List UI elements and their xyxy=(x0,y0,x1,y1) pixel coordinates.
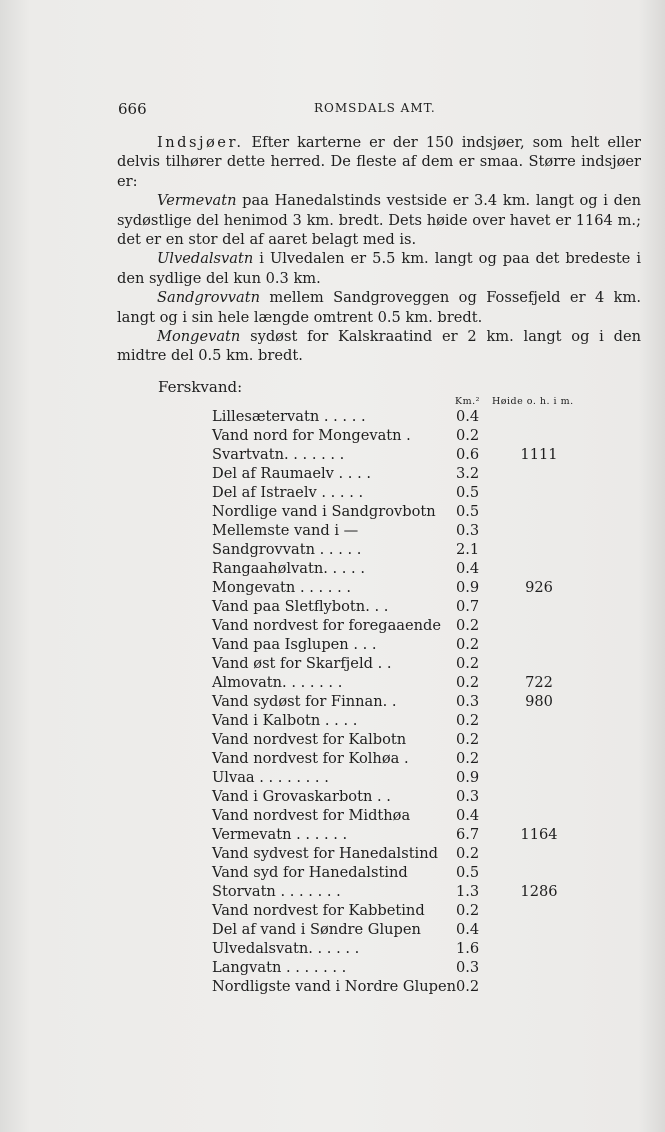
page-header xyxy=(118,100,643,120)
table-row xyxy=(212,787,612,806)
table-row xyxy=(212,654,612,673)
area-cell: 0.2 xyxy=(456,427,480,444)
lake-name-cell: Vand nordvest for Kolhøa . xyxy=(212,750,409,767)
lake-name-cell: Nordligste vand i Nordre Glupen xyxy=(212,978,457,995)
area-cell: 0.2 xyxy=(456,731,480,748)
lake-name: Mongevatn xyxy=(157,328,241,346)
lake-name-cell: Ulvedalsvatn. . . . . . xyxy=(212,940,360,957)
area-cell: 0.5 xyxy=(456,484,480,501)
lake-description: i Ulvedalen er 5.5 km. langt og paa det bredeste i den sydlige del kun 0.3 km. xyxy=(117,250,641,287)
table-row xyxy=(212,901,612,920)
area-cell: 0.2 xyxy=(456,636,480,653)
lake-paragraph xyxy=(117,288,641,327)
area-cell: 0.3 xyxy=(456,522,480,539)
area-cell: 0.2 xyxy=(456,674,480,691)
table-row xyxy=(212,616,612,635)
table-row xyxy=(212,578,612,597)
area-cell: 0.4 xyxy=(456,560,480,577)
area-cell: 0.5 xyxy=(456,864,480,881)
lake-paragraph xyxy=(117,249,641,288)
area-cell: 0.2 xyxy=(456,978,480,995)
lake-name-cell: Vand nordvest for Midthøa xyxy=(212,807,411,824)
body-text xyxy=(117,133,641,366)
lake-name-cell: Vermevatn . . . . . . xyxy=(212,826,348,843)
area-cell: 0.4 xyxy=(456,921,480,938)
table-row xyxy=(212,806,612,825)
lake-name: Vermevatn xyxy=(157,192,237,210)
height-cell: 1286 xyxy=(520,883,558,900)
lake-name-cell: Lillesætervatn . . . . . xyxy=(212,408,366,425)
table-row xyxy=(212,920,612,939)
area-cell: 0.2 xyxy=(456,845,480,862)
intro-paragraph xyxy=(117,133,641,191)
lake-name-cell: Svartvatn. . . . . . . xyxy=(212,446,345,463)
table-row xyxy=(212,673,612,692)
lake-name-cell: Del af Istraelv . . . . . xyxy=(212,484,364,501)
column-header-area: Km.² xyxy=(455,396,480,407)
table-row xyxy=(212,502,612,521)
area-cell: 0.3 xyxy=(456,788,480,805)
lake-name-cell: Del af vand i Søndre Glupen xyxy=(212,921,421,938)
table-row xyxy=(212,521,612,540)
lake-name-cell: Rangaahølvatn. . . . . xyxy=(212,560,365,577)
table-row xyxy=(212,407,612,426)
table-row xyxy=(212,711,612,730)
table-row xyxy=(212,768,612,787)
intro-text: Efter karterne er der 150 indsjøer, som helt eller delvis tilhører dette herred. De fleste af dem er smaa. Større indsjøer er: xyxy=(117,134,641,190)
lake-name: Sandgrovvatn xyxy=(157,289,260,307)
area-cell: 3.2 xyxy=(456,465,480,482)
lake-name-cell: Vand i Kalbotn . . . . xyxy=(212,712,358,729)
lake-name-cell: Mellemste vand i — xyxy=(212,522,359,539)
lake-name-cell: Vand nordvest for Kalbotn xyxy=(212,731,407,748)
area-cell: 2.1 xyxy=(456,541,480,558)
lake-name-cell: Vand sydvest for Hanedalstind xyxy=(212,845,438,862)
table-row xyxy=(212,559,612,578)
table-row xyxy=(212,635,612,654)
area-cell: 0.6 xyxy=(456,446,480,463)
height-cell: 926 xyxy=(525,579,553,596)
table-row xyxy=(212,863,612,882)
height-cell: 980 xyxy=(525,693,553,710)
area-cell: 0.4 xyxy=(456,807,480,824)
table-row xyxy=(212,825,612,844)
lake-name-cell: Vand nordvest for foregaaende xyxy=(212,617,442,634)
lake-name-cell: Storvatn . . . . . . . xyxy=(212,883,341,900)
lake-name-cell: Almovatn. . . . . . . xyxy=(212,674,343,691)
table-row xyxy=(212,445,612,464)
lake-name-cell: Vand øst for Skarfjeld . . xyxy=(212,655,392,672)
lake-paragraph xyxy=(117,327,641,366)
table-row xyxy=(212,958,612,977)
height-cell: 722 xyxy=(525,674,553,691)
area-cell: 6.7 xyxy=(456,826,480,843)
lake-paragraph xyxy=(117,191,641,249)
lake-name-cell: Mongevatn . . . . . . xyxy=(212,579,351,596)
area-cell: 0.2 xyxy=(456,617,480,634)
lake-description: paa Hanedalstinds vestside er 3.4 km. langt og i den sydøstlige del henimod 3 km. bredt. Dets høide over havet er 1164 m.; det er en stor del af aaret belagt med is. xyxy=(117,192,641,249)
area-cell: 1.6 xyxy=(456,940,480,957)
area-cell: 0.2 xyxy=(456,712,480,729)
table-row xyxy=(212,882,612,901)
table-row xyxy=(212,426,612,445)
area-cell: 0.9 xyxy=(456,579,480,596)
area-cell: 0.4 xyxy=(456,408,480,425)
lake-name-cell: Vand sydøst for Finnan. . xyxy=(212,693,397,710)
lake-name-cell: Ulvaa . . . . . . . . xyxy=(212,769,329,786)
table-row xyxy=(212,730,612,749)
table-row xyxy=(212,749,612,768)
table-row xyxy=(212,844,612,863)
table-row xyxy=(212,464,612,483)
page-number: 666 xyxy=(118,100,147,118)
lake-description: mellem Sandgroveggen og Fossefjeld er 4 km. langt og i sin hele længde omtrent 0.5 km. bredt. xyxy=(117,289,641,326)
area-cell: 1.3 xyxy=(456,883,480,900)
area-cell: 0.2 xyxy=(456,655,480,672)
table-row xyxy=(212,939,612,958)
column-header-height: Høide o. h. i m. xyxy=(492,396,574,407)
area-cell: 0.7 xyxy=(456,598,480,615)
area-cell: 0.2 xyxy=(456,750,480,767)
lake-name-cell: Vand syd for Hanedalstind xyxy=(212,864,408,881)
table-row xyxy=(212,692,612,711)
area-cell: 0.3 xyxy=(456,959,480,976)
area-cell: 0.2 xyxy=(456,902,480,919)
area-cell: 0.3 xyxy=(456,693,480,710)
section-heading: Indsjøer. xyxy=(157,134,244,151)
lake-name-cell: Del af Raumaelv . . . . xyxy=(212,465,372,482)
lake-name-cell: Sandgrovvatn . . . . . xyxy=(212,541,362,558)
lake-name-cell: Nordlige vand i Sandgrovbotn xyxy=(212,503,436,520)
lake-description: sydøst for Kalskraatind er 2 km. langt og i den midtre del 0.5 km. bredt. xyxy=(117,328,641,365)
lake-name-cell: Vand nordvest for Kabbetind xyxy=(212,902,425,919)
height-cell: 1164 xyxy=(520,826,558,843)
area-cell: 0.9 xyxy=(456,769,480,786)
lake-name-cell: Vand paa Isglupen . . . xyxy=(212,636,377,653)
lake-name-cell: Langvatn . . . . . . . xyxy=(212,959,347,976)
lake-table xyxy=(212,407,612,996)
table-row xyxy=(212,483,612,502)
lake-name-cell: Vand i Grovaskarbotn . . xyxy=(212,788,391,805)
table-label: Ferskvand: xyxy=(158,378,243,396)
table-row xyxy=(212,977,612,996)
lake-name-cell: Vand nord for Mongevatn . xyxy=(212,427,411,444)
lake-name-cell: Vand paa Sletflybotn. . . xyxy=(212,598,389,615)
table-row xyxy=(212,597,612,616)
table-row xyxy=(212,540,612,559)
lake-name: Ulvedalsvatn xyxy=(157,250,254,268)
area-cell: 0.5 xyxy=(456,503,480,520)
running-head: ROMSDALS AMT. xyxy=(314,101,436,115)
height-cell: 1111 xyxy=(520,446,558,463)
